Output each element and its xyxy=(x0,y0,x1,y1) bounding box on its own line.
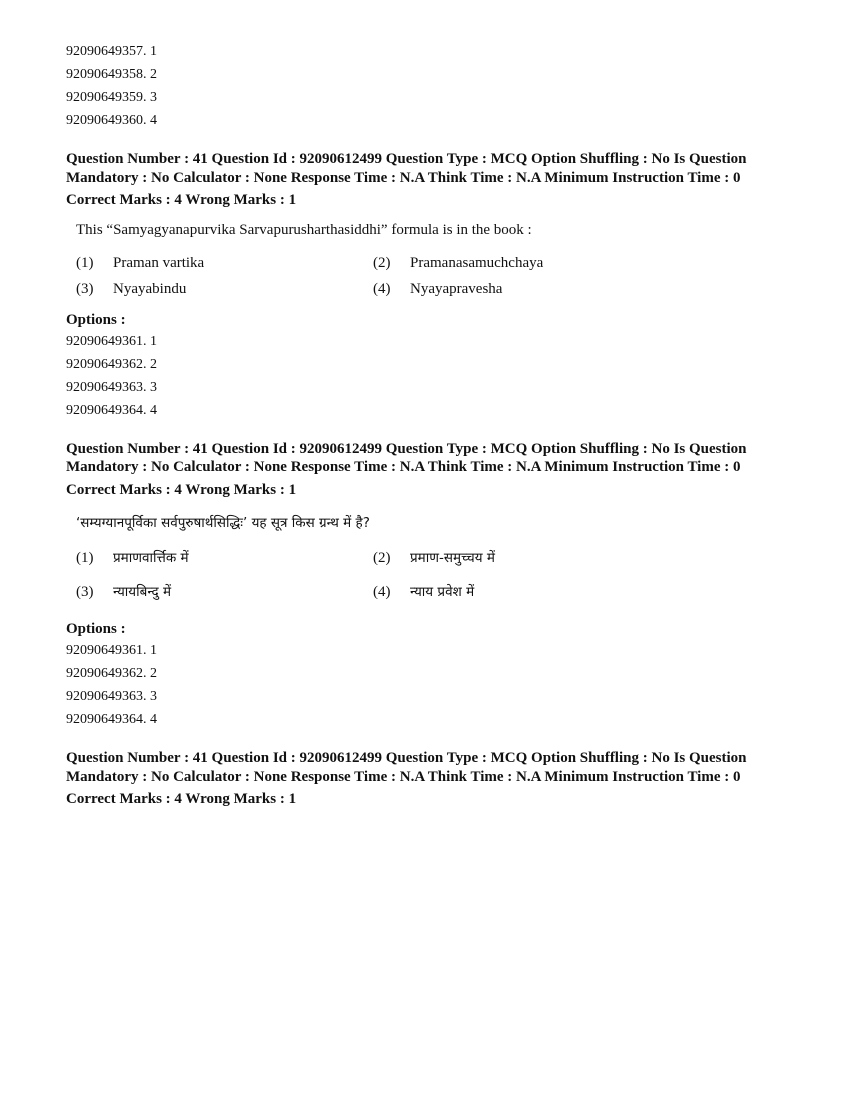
choice-number: (4) xyxy=(373,280,391,297)
option-id-line: 92090649363. 3 xyxy=(66,689,157,704)
choice-text: प्रमाण-समुच्चय में xyxy=(410,550,495,566)
option-id-line: 92090649363. 3 xyxy=(66,379,157,395)
choice-text: Pramanasamuchchaya xyxy=(410,254,544,271)
question-meta: Question Number : 41 Question Id : 92090612499 Question Type : MCQ Option Shuffling : No Is Question Mandatory : No Calculator : None Response Time : N.A Think Time : N.A Minimum Instruction Time : 0 xyxy=(66,440,747,475)
option-id-line: 92090649361. 1 xyxy=(66,333,157,349)
choice-text: Nyayabindu xyxy=(113,280,187,297)
question-text: This “Samyagyanapurvika Sarvapurusharthasiddhi” formula is in the book : xyxy=(76,221,532,238)
option-id-line: 92090649364. 4 xyxy=(66,402,157,418)
choice-item xyxy=(373,575,670,609)
question-marks: Correct Marks : 4 Wrong Marks : 1 xyxy=(66,481,297,498)
choice-number: (2) xyxy=(373,550,391,566)
choice-number: (3) xyxy=(76,280,94,297)
option-id-line: 92090649362. 2 xyxy=(66,356,157,372)
choice-item xyxy=(76,575,373,609)
question-block-english xyxy=(66,150,786,422)
choice-item xyxy=(76,276,373,302)
choice-number: (3) xyxy=(76,584,94,600)
choice-row xyxy=(76,575,786,609)
choice-row xyxy=(76,276,786,302)
option-id-line: 92090649357. 1 xyxy=(66,44,157,59)
choice-row xyxy=(76,541,786,575)
choice-item xyxy=(373,541,670,575)
question-marks: Correct Marks : 4 Wrong Marks : 1 xyxy=(66,192,297,208)
choice-item xyxy=(373,250,670,276)
choice-row xyxy=(76,250,786,276)
answer-choices xyxy=(66,250,786,302)
option-id-line: 92090649362. 2 xyxy=(66,666,157,681)
choice-item xyxy=(76,541,373,575)
previous-options-list xyxy=(66,40,786,132)
question-block-next xyxy=(66,749,786,809)
question-text: ‘सम्यग्यानपूर्विका सर्वपुरुषार्थसिद्धिः’ यह सूत्र किस ग्रन्थ में है? xyxy=(76,515,370,531)
options-label: Options : xyxy=(66,311,126,328)
question-block-hindi xyxy=(66,440,786,732)
choice-item xyxy=(373,276,670,302)
options-list xyxy=(66,330,786,422)
choice-text: Nyayapravesha xyxy=(410,280,503,297)
option-id-line: 92090649358. 2 xyxy=(66,67,157,82)
option-id-line: 92090649360. 4 xyxy=(66,113,157,128)
options-label: Options : xyxy=(66,621,126,637)
question-meta: Question Number : 41 Question Id : 92090612499 Question Type : MCQ Option Shuffling : No Is Question Mandatory : No Calculator : None Response Time : N.A Think Time : N.A Minimum Instruction Time : 0 xyxy=(66,151,747,186)
options-list xyxy=(66,639,786,731)
document-page xyxy=(66,40,786,809)
choice-text: न्यायबिन्दु में xyxy=(113,584,172,600)
choice-text: न्याय प्रवेश में xyxy=(410,584,475,600)
answer-choices xyxy=(66,541,786,609)
question-meta: Question Number : 41 Question Id : 92090612499 Question Type : MCQ Option Shuffling : No Is Question Mandatory : No Calculator : None Response Time : N.A Think Time : N.A Minimum Instruction Time : 0 xyxy=(66,750,747,785)
choice-number: (2) xyxy=(373,254,391,271)
choice-text: प्रमाणवार्त्तिक में xyxy=(113,550,189,566)
choice-text: Praman vartika xyxy=(113,254,205,271)
choice-number: (1) xyxy=(76,254,94,271)
option-id-line: 92090649364. 4 xyxy=(66,712,157,727)
question-marks: Correct Marks : 4 Wrong Marks : 1 xyxy=(66,791,297,807)
choice-number: (4) xyxy=(373,584,391,600)
option-id-line: 92090649361. 1 xyxy=(66,643,157,658)
choice-item xyxy=(76,250,373,276)
choice-number: (1) xyxy=(76,550,94,566)
option-id-line: 92090649359. 3 xyxy=(66,90,157,105)
